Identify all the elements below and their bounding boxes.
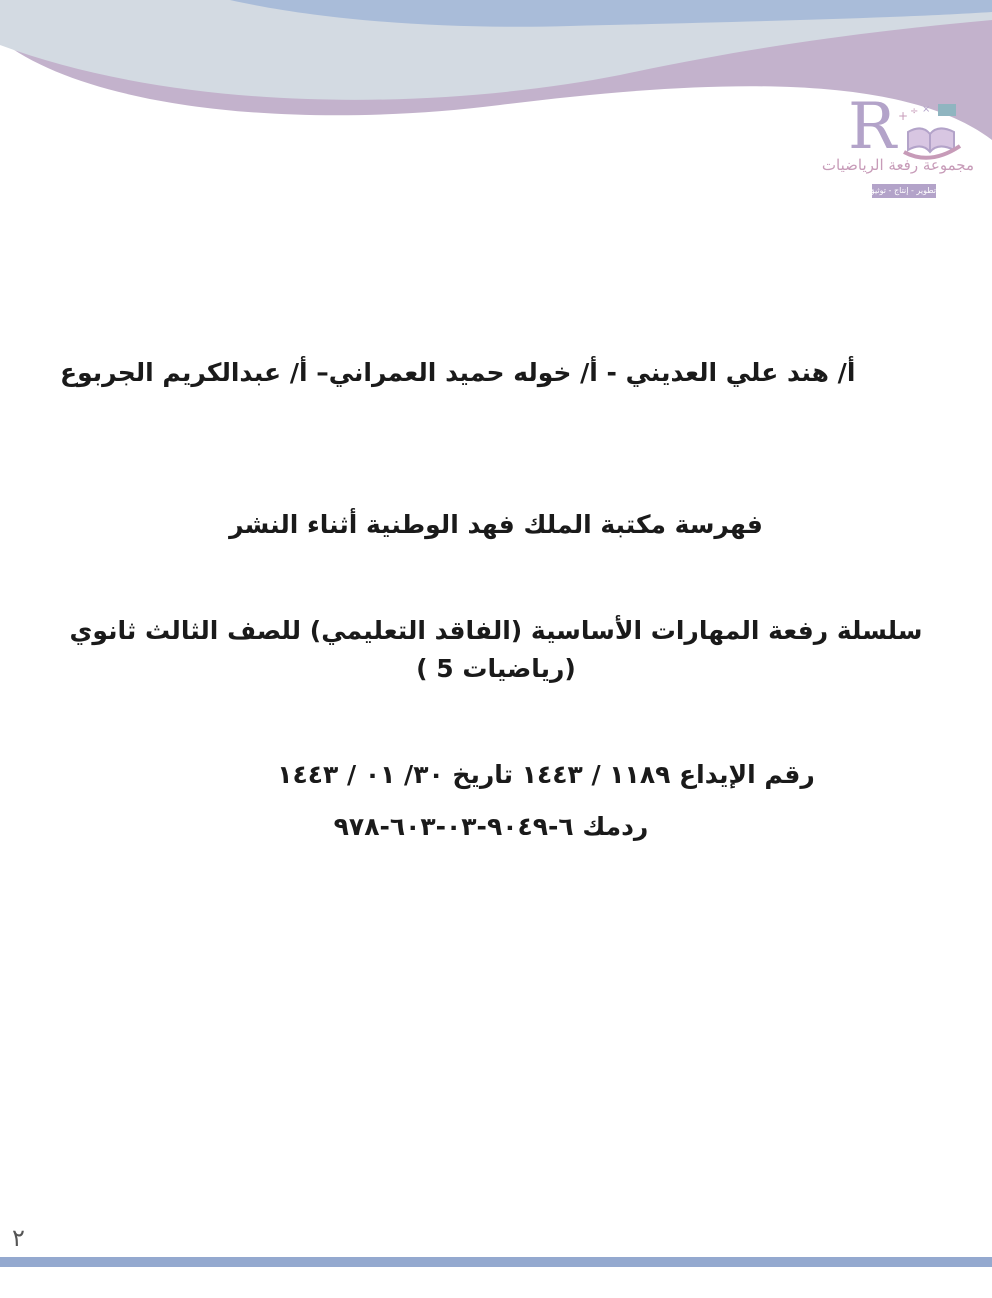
logo-name: مجموعة رفعة الرياضيات <box>821 156 974 174</box>
series-subtitle: (رياضيات 5 ) <box>416 654 576 683</box>
svg-text:÷: ÷ <box>910 106 919 117</box>
series-title: سلسلة رفعة المهارات الأساسية (الفاقد التعليمي) للصف الثالث ثانوي <box>69 616 923 645</box>
isbn-line: ردمك ٦-٩٠٤٩-٠٣-٦٠٣-٩٧٨ <box>333 812 649 841</box>
authors-line: أ/ هند علي العديني - أ/ خوله حميد العمراني– أ/ عبدالكريم الجربوع <box>60 358 856 387</box>
catalog-title: فهرسة مكتبة الملك فهد الوطنية أثناء النشر <box>229 510 763 539</box>
svg-text:×: × <box>922 104 931 115</box>
logo-tagline: تطوير - إنتاج - توثيق <box>872 184 936 198</box>
logo-letter: R <box>848 90 897 164</box>
svg-text:+: + <box>898 109 909 123</box>
publisher-logo <box>821 90 974 204</box>
open-book-icon <box>894 102 964 162</box>
footer-bar <box>0 1257 992 1267</box>
page-number: ٢ <box>12 1224 25 1252</box>
deposit-number-line: رقم الإيداع ١١٨٩ / ١٤٤٣ تاريخ ٣٠/ ٠١ / ١٤٤٣ <box>277 760 815 789</box>
